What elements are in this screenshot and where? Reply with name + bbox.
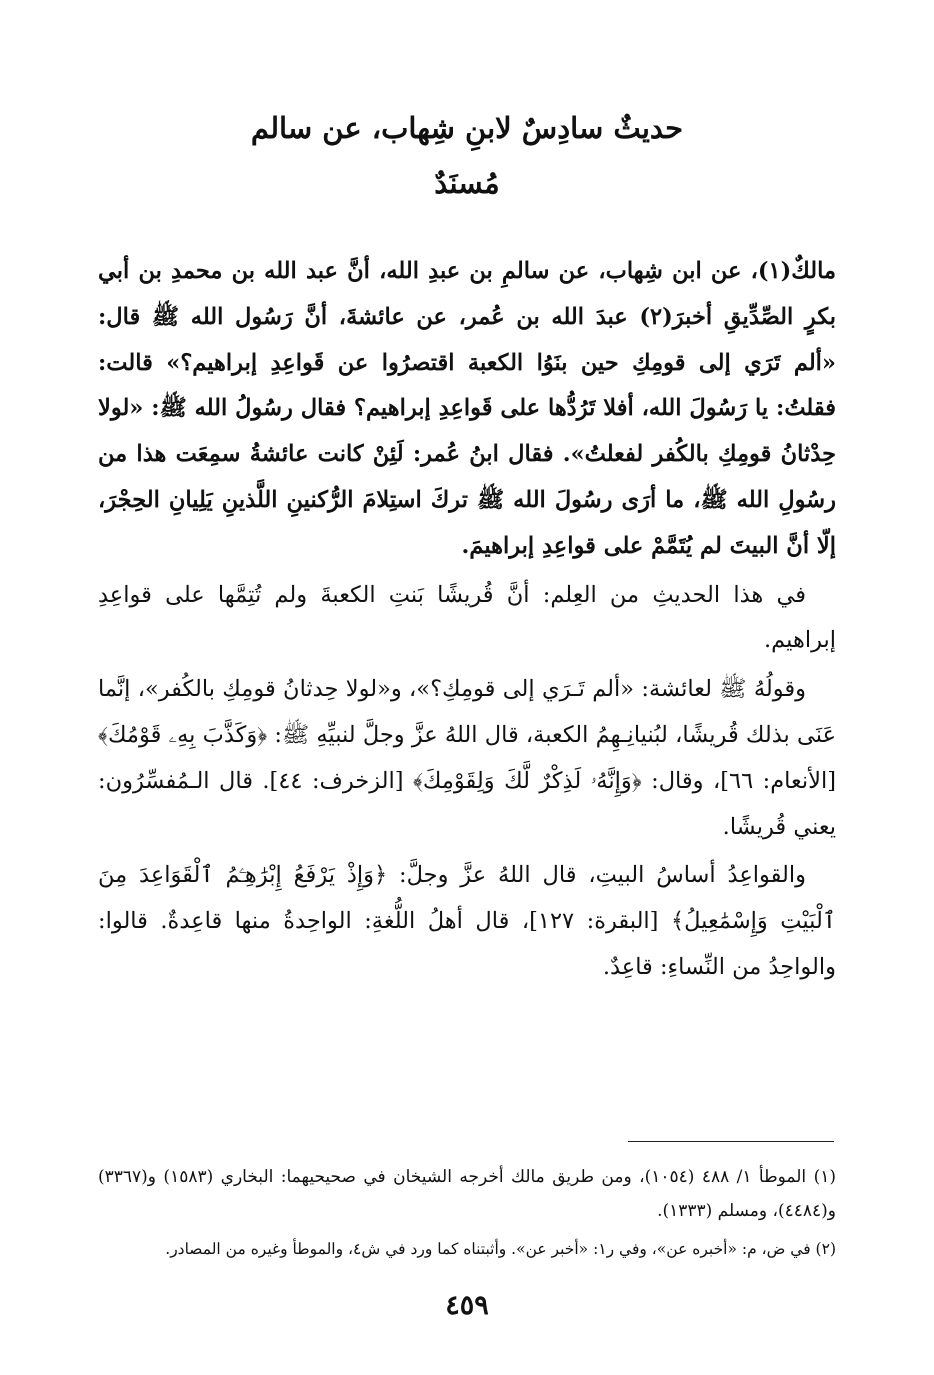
page-number: ٤٥٩ bbox=[445, 1290, 489, 1321]
hadith-title: حديثٌ سادِسٌ لابنِ شِهاب، عن سالم bbox=[250, 111, 684, 145]
commentary-paragraph: والقواعِدُ أساسُ البيتِ، قال اللهُ عزَّ وجلَّ: ﴿وَإِذْ يَرْفَعُ إِبْرَٰهِـۧمُ ٱلْقَوَاعِدَ مِنَ ٱلْبَيْتِ وَإِسْمَٰعِيلُ﴾ [البقرة: ١٢٧]، قال أهلُ اللُّغةِ: الواحِدةُ منها قاعِدةٌ. قالوا: والواحِدُ من النِّساءِ: قاعِدٌ. bbox=[98, 862, 836, 980]
commentary-paragraph: في هذا الحديثِ من العِلم: أنَّ قُريشًا بَنتِ الكعبةَ ولم تُتِمَّها على قواعِدِ إبراهيم. bbox=[98, 581, 836, 654]
footnote-2: (٢) في ض، م: «أخبره عن»، وفي ر١: «أخبر عن». وأثبتناه كما ورد في ش٤، والموطأ وغيره من المصادر. bbox=[165, 1240, 836, 1258]
footnote-divider bbox=[628, 1141, 834, 1142]
hadith-subtitle: مُسنَدٌ bbox=[434, 166, 500, 200]
footnotes bbox=[98, 1160, 836, 1266]
commentary-paragraph: وقولُهُ ﷺ لعائشة: «ألم تَـرَي إلى قومِكِ؟»، و«لولا حِدثانُ قومِكِ بالكُفر»، إنَّما عَنَى بذلك قُريشًا، لبُنيانِـهِمُ الكعبة، قال اللهُ عزَّ وجلَّ لنبيِّهِ ﷺ: ﴿وَكَذَّبَ بِهِۦ قَوْمُكَ﴾ [الأنعام: ٦٦]، وقال: ﴿وَإِنَّهُۥ لَذِكْرٌ لَّكَ وَلِقَوْمِكَ﴾ [الزخرف: ٤٤]. قال الـمُفسِّرُون: يعني قُريشًا. bbox=[98, 676, 837, 840]
footnote-1: (١) الموطأ ١/ ٤٨٨ (١٠٥٤)، ومن طريق مالك أخرجه الشيخان في صحيحيهما: البخاري (١٥٨٣) و(٣٣٦٧) و(٤٤٨٤)، ومسلم (١٣٣٣). bbox=[98, 1167, 836, 1221]
hadith-paragraph: مالكٌ(١)، عن ابن شِهاب، عن سالمِ بن عبدِ الله، أنَّ عبد الله بن محمدِ بن أبي بكرٍ الصِّدِّيقِ أخبرَ(٢) عبدَ الله بن عُمر، عن عائشةَ، أنَّ رَسُول الله ﷺ قال: «ألم تَرَي إلى قومِكِ حين بنَوُا الكعبة اقتصرُوا عن قَواعِدِ إبراهيم؟» قالت: فقلتُ: يا رَسُولَ الله، أفلا تَرُدُّها على قَواعِدِ إبراهيم؟ فقال رسُولُ الله ﷺ: «لولا حِدْثانُ قومِكِ بالكُفر لفعلتُ». فقال ابنُ عُمر: لَئِنْ كانت عائشةُ سمِعَت هذا من رسُولِ الله ﷺ، ما أرَى رسُولَ الله ﷺ تركَ استِلامَ الرُّكنينِ اللَّذينِ يَلِيانِ الحِجْرَ، إلّا أنَّ البيتَ لم يُتَمَّمْ على قواعِدِ إبراهيمَ. bbox=[98, 258, 837, 559]
main-text bbox=[98, 249, 836, 991]
